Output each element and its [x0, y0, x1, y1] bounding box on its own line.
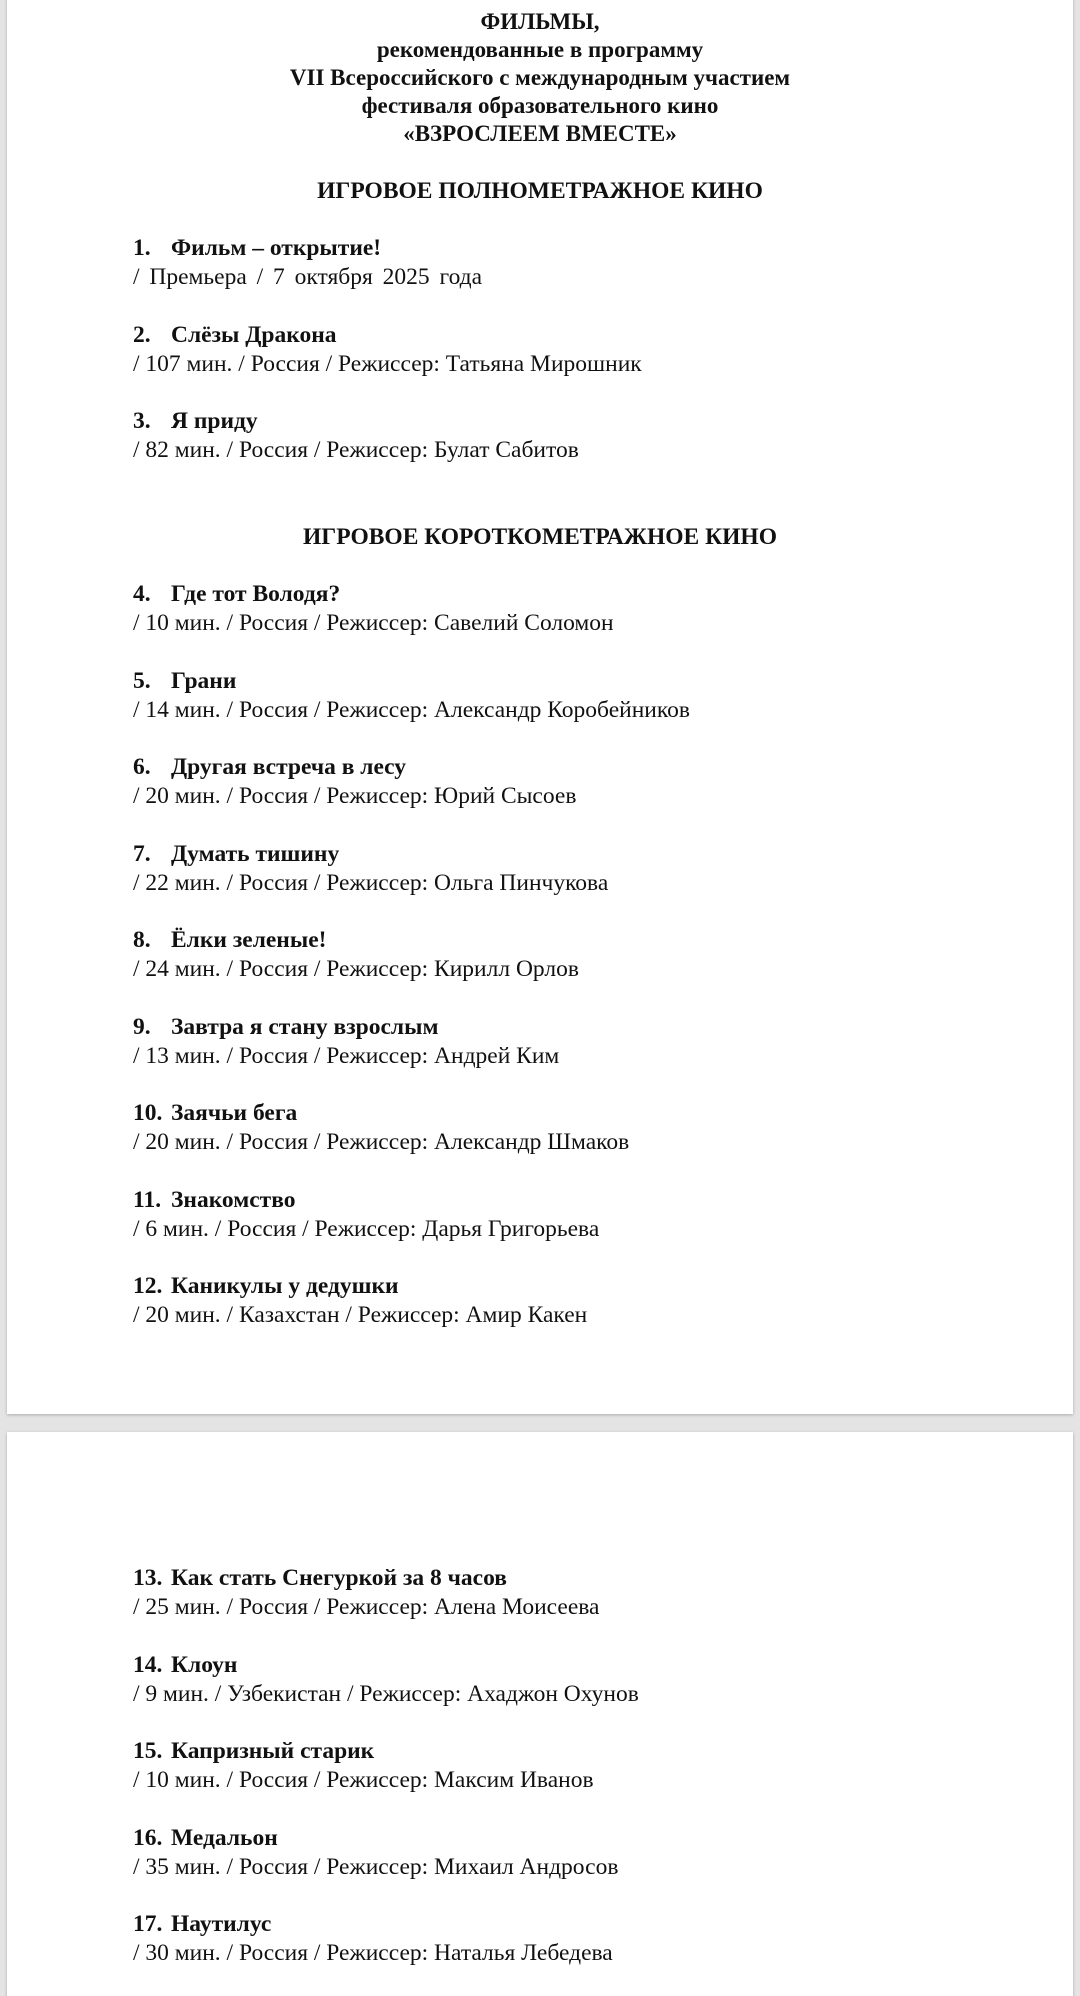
- film-entry-4: [133, 580, 1033, 638]
- film-number: 9.: [133, 1014, 151, 1040]
- film-number: 10.: [133, 1100, 163, 1126]
- film-name: Как стать Снегуркой за 8 часов: [171, 1565, 507, 1591]
- film-name: Где тот Володя?: [171, 581, 341, 607]
- film-entry-6: [133, 753, 1033, 811]
- film-number: 4.: [133, 581, 151, 607]
- film-name: Наутилус: [171, 1911, 272, 1937]
- film-name: Клоун: [171, 1652, 238, 1678]
- section-title-feature: ИГРОВОЕ ПОЛНОМЕТРАЖНОЕ КИНО: [317, 178, 763, 204]
- film-info: / 14 мин. / Россия / Режиссер: Александр Коробейников: [133, 697, 690, 723]
- film-entry-3: [133, 407, 1033, 465]
- film-number: 14.: [133, 1652, 163, 1678]
- film-info: [133, 263, 1033, 292]
- film-name: Грани: [171, 668, 237, 694]
- film-entry-2: [133, 321, 1033, 379]
- film-title: [133, 234, 1033, 263]
- film-info: / 82 мин. / Россия / Режиссер: Булат Сабитов: [133, 437, 579, 463]
- film-entry-5: [133, 667, 1033, 725]
- film-name: Каникулы у дедушки: [171, 1273, 399, 1299]
- film-number: 12.: [133, 1273, 163, 1299]
- section-title-short: ИГРОВОЕ КОРОТКОМЕТРАЖНОЕ КИНО: [303, 524, 777, 550]
- film-number: 16.: [133, 1825, 163, 1851]
- film-number: 2.: [133, 322, 151, 348]
- film-number: 11.: [133, 1187, 162, 1213]
- header-subtitle: рекомендованные в программу: [376, 37, 704, 62]
- film-name: Знакомство: [171, 1187, 296, 1213]
- film-title: [133, 1013, 1033, 1042]
- film-title: [133, 1099, 1033, 1128]
- header-festival-line: VII Всероссийского с международным участием: [289, 65, 791, 90]
- film-info: / 24 мин. / Россия / Режиссер: Кирилл Орлов: [133, 956, 579, 982]
- film-entry-12: [133, 1272, 1033, 1330]
- film-info: / 22 мин. / Россия / Режиссер: Ольга Пинчукова: [133, 870, 609, 896]
- film-title: [133, 1824, 1033, 1853]
- film-info: / 20 мин. / Россия / Режиссер: Юрий Сысоев: [133, 783, 577, 809]
- film-info: / 13 мин. / Россия / Режиссер: Андрей Ким: [133, 1043, 560, 1069]
- film-title: [133, 1186, 1033, 1215]
- film-title: [133, 926, 1033, 955]
- film-name: Капризный старик: [171, 1738, 375, 1764]
- film-name: Другая встреча в лесу: [171, 754, 407, 780]
- film-info: / 9 мин. / Узбекистан / Режиссер: Ахаджон Охунов: [133, 1681, 639, 1707]
- film-name: Медальон: [171, 1825, 278, 1851]
- film-info: / 6 мин. / Россия / Режиссер: Дарья Григорьева: [133, 1216, 600, 1242]
- film-title: [133, 1737, 1033, 1766]
- film-title: [133, 1910, 1033, 1939]
- film-title: [133, 321, 1033, 350]
- header-festival-name: «ВЗРОСЛЕЕМ ВМЕСТЕ»: [403, 121, 677, 146]
- film-name: Фильм – открытие!: [171, 235, 382, 261]
- film-name: Думать тишину: [171, 841, 340, 867]
- film-number: 1.: [133, 235, 151, 261]
- film-number: 15.: [133, 1738, 163, 1764]
- film-entry-16: [133, 1824, 1033, 1882]
- film-name: Заячьи бега: [171, 1100, 298, 1126]
- film-title: [133, 840, 1033, 869]
- film-title: [133, 580, 1033, 609]
- film-entry-1: [133, 234, 1033, 292]
- film-info: / 10 мин. / Россия / Режиссер: Савелий Соломон: [133, 610, 614, 636]
- film-entry-7: [133, 840, 1033, 898]
- film-title: [133, 407, 1033, 436]
- film-name: Я приду: [171, 408, 258, 434]
- film-title: [133, 667, 1033, 696]
- film-number: 13.: [133, 1565, 163, 1591]
- film-title: [133, 1272, 1033, 1301]
- film-number: 5.: [133, 668, 151, 694]
- film-info: / 20 мин. / Казахстан / Режиссер: Амир Какен: [133, 1302, 588, 1328]
- film-info: / 10 мин. / Россия / Режиссер: Максим Иванов: [133, 1767, 594, 1793]
- film-entry-9: [133, 1013, 1033, 1071]
- document-page-1: [7, 0, 1073, 1414]
- film-entry-15: [133, 1737, 1033, 1795]
- document-header: [7, 8, 1073, 148]
- film-entry-14: [133, 1651, 1033, 1709]
- film-title: [133, 1564, 1033, 1593]
- film-number: 6.: [133, 754, 151, 780]
- header-festival-type: фестиваля образовательного кино: [361, 93, 719, 118]
- film-info-text: / Премьера / 7 октября 2025 года: [133, 264, 483, 290]
- film-name: Завтра я стану взрослым: [171, 1014, 439, 1040]
- film-info: / 20 мин. / Россия / Режиссер: Александр Шмаков: [133, 1129, 630, 1155]
- film-info: / 107 мин. / Россия / Режиссер: Татьяна Мирошник: [133, 351, 642, 377]
- film-entry-8: [133, 926, 1033, 984]
- film-entry-17: [133, 1910, 1033, 1968]
- film-title: [133, 753, 1033, 782]
- film-number: 17.: [133, 1911, 163, 1937]
- film-info: / 30 мин. / Россия / Режиссер: Наталья Лебедева: [133, 1940, 613, 1966]
- film-entry-10: [133, 1099, 1033, 1157]
- film-number: 3.: [133, 408, 151, 434]
- document-page-2: [7, 1432, 1073, 1996]
- film-info: / 25 мин. / Россия / Режиссер: Алена Моисеева: [133, 1594, 600, 1620]
- film-title: [133, 1651, 1033, 1680]
- film-name: Слёзы Дракона: [171, 322, 337, 348]
- film-info: / 35 мин. / Россия / Режиссер: Михаил Андросов: [133, 1854, 619, 1880]
- header-title: ФИЛЬМЫ,: [480, 9, 600, 34]
- film-name: Ёлки зеленые!: [171, 927, 327, 953]
- film-entry-11: [133, 1186, 1033, 1244]
- film-entry-13: [133, 1564, 1033, 1622]
- film-number: 7.: [133, 841, 151, 867]
- film-number: 8.: [133, 927, 151, 953]
